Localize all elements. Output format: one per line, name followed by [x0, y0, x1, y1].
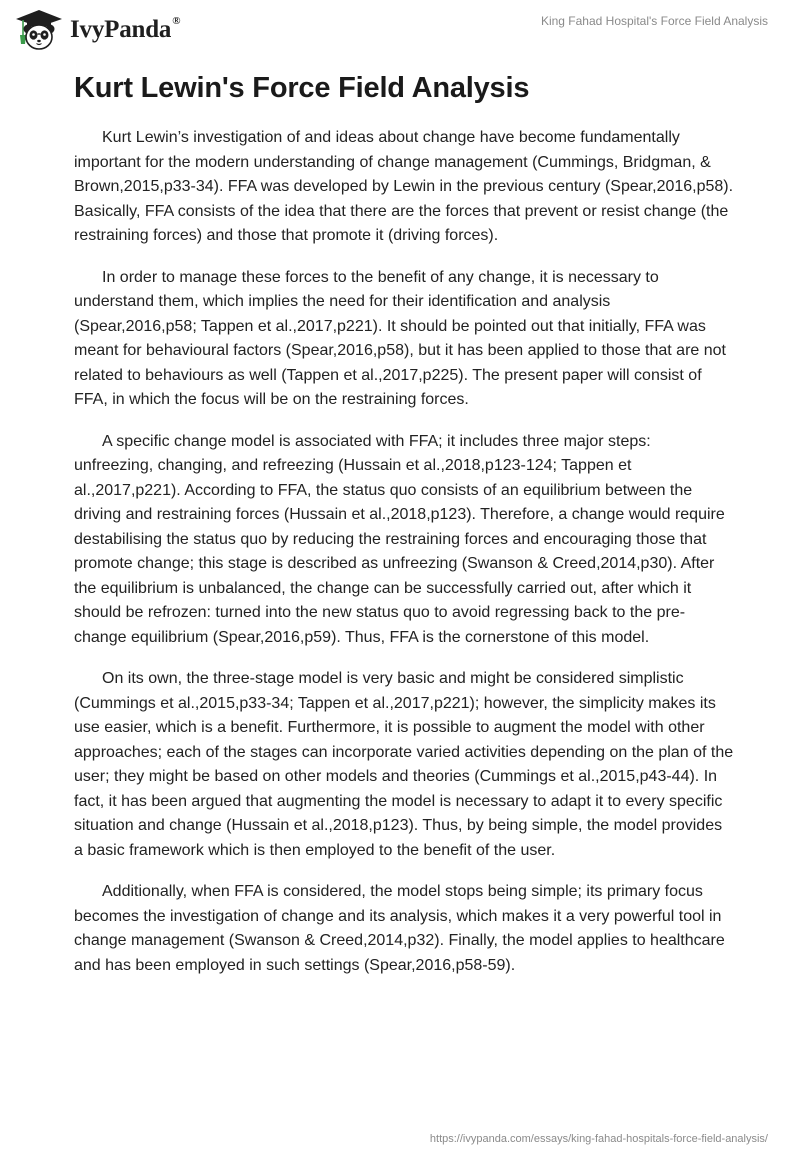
paragraph-2: In order to manage these forces to the benefit of any change, it is necessary to understand them, which implies the need for their identification and analysis (Spear,2016,p58; Tappen et al.,2017,p221). It should be pointed out that initially, FFA was meant for behavioural factors (Spear,2016,p58), but it has been applied to those that are not related to behaviours as well (Tappen et al.,2017,p225). The present paper will consist of FFA, in which the focus will be on the restraining forces.: [74, 268, 726, 408]
paragraph-1: Kurt Lewin’s investigation of and ideas about change have become fundamentally important for the modern understanding of change management (Cummings, Bridgman, & Brown,2015,p33-34). FFA was developed by Lewin in the previous century (Spear,2016,p58). Basically, FFA consists of the idea that there are the forces that prevent or resist change (the restraining forces) and those that promote it (driving forces).: [74, 129, 734, 244]
logo-link[interactable]: [14, 8, 180, 52]
brand-text: IvyPanda: [70, 16, 172, 43]
panda-graduate-icon: [14, 8, 64, 52]
paragraph-4: On its own, the three-stage model is very basic and might be considered simplistic (Cummings et al.,2015,p33-34; Tappen et al.,2017,p221); however, the simplicity makes its use easier, which is a benefit. Furthermore, it is possible to augment the model with other approaches; each of the stages can incorporate varied activities depending on the plan of the user; they might be based on other models and theories (Cummings et al.,2015,p43-44). In fact, it has been argued that augmenting the model is necessary to adapt it to every specific situation and change (Hussain et al.,2018,p123). Thus, by being simple, the model provides a basic framework which is then employed to the benefit of the user.: [74, 670, 734, 859]
paragraph-3: A specific change model is associated with FFA; it includes three major steps: unfreezing, changing, and refreezing (Hussain et al.,2018,p123-124; Tappen et al.,2017,p221). According to FFA, the status quo consists of an equilibrium between the driving and restraining forces (Hussain et al.,2018,p123). Therefore, a change would require destabilising the status quo by reducing the restraining forces and encouraging those that promote change; this stage is described as unfreezing (Swanson & Creed,2014,p30). After the equilibrium is unbalanced, the change can be successfully carried out, after which it should be refrozen: turned into the new status quo to avoid regressing back to the pre-change equilibrium (Spear,2016,p59). Thus, FFA is the cornerstone of this model.: [74, 432, 725, 646]
article-body: [74, 72, 734, 995]
source-url[interactable]: https://ivypanda.com/essays/king-fahad-hospitals-force-field-analysis/: [429, 1133, 768, 1145]
page-header: [0, 0, 800, 60]
document-title: King Fahad Hospital's Force Field Analysis: [540, 14, 768, 28]
trademark-symbol: ®: [172, 14, 181, 27]
brand-name: [70, 16, 180, 44]
paragraph-5: Additionally, when FFA is considered, the model stops being simple; its primary focus becomes the investigation of change and its analysis, which makes it a very powerful tool in change management (Swanson & Creed,2014,p32). Finally, the model applies to healthcare and has been employed in such settings (Spear,2016,p58-59).: [74, 883, 725, 974]
article-heading: Kurt Lewin's Force Field Analysis: [74, 72, 530, 104]
